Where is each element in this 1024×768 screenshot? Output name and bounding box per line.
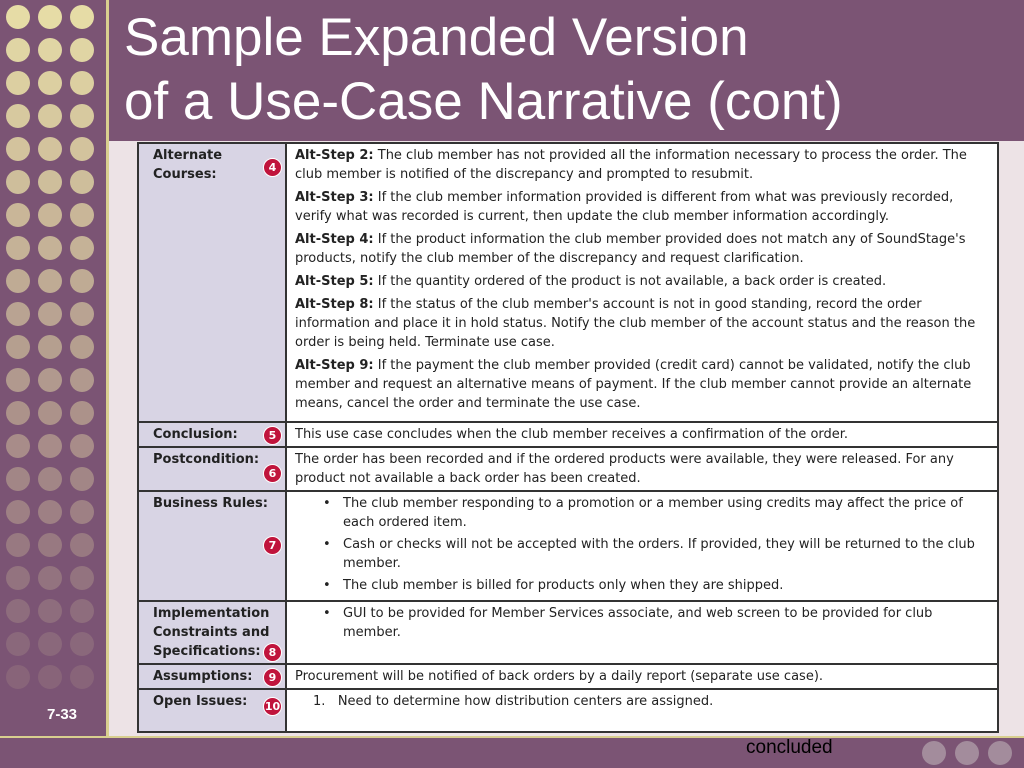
open-issues-value: [286, 689, 998, 732]
slide-title: [124, 6, 843, 134]
decorative-dot: [70, 170, 94, 194]
decorative-dot: [70, 302, 94, 326]
implementation-label: [138, 601, 286, 664]
alt-step: [295, 272, 991, 291]
callout-badge-7: 7: [263, 536, 282, 555]
decorative-dot: [6, 434, 30, 458]
assumptions-label-text: Assumptions:: [153, 669, 253, 684]
alt-step-text: If the payment the club member provided (credit card) cannot be validated, notify the club member and request an alternative means of payment. If the club member cannot provide an alternate means, cancel the order and terminate the use case.: [295, 358, 972, 411]
decorative-dot: [70, 203, 94, 227]
table-row-postcondition: [138, 447, 998, 491]
alt-step: [295, 146, 991, 184]
implementation-label-line3: Specifications:: [153, 644, 261, 659]
decorative-dot: [6, 104, 30, 128]
alt-step-text: The club member has not provided all the information necessary to process the order. The club member is notified of the discrepancy and prompted to resubmit.: [295, 148, 967, 182]
use-case-narrative-table: [137, 142, 999, 733]
decorative-dot: [70, 236, 94, 260]
decorative-dot: [6, 236, 30, 260]
open-issue-text: Need to determine how distribution centers are assigned.: [337, 694, 714, 709]
decorative-dot: [6, 500, 30, 524]
decorative-dot: [38, 5, 62, 29]
conclusion-value: This use case concludes when the club member receives a confirmation of the order.: [286, 422, 998, 447]
decorative-dot: [38, 104, 62, 128]
open-issue-item: [295, 692, 991, 711]
alt-step-text: If the product information the club member provided does not match any of SoundStage's products, notify the club member of the discrepancy and request clarification.: [295, 232, 966, 266]
alt-step: [295, 356, 991, 413]
decorative-dot: [6, 137, 30, 161]
decorative-dot: [70, 38, 94, 62]
decorative-dot: [38, 599, 62, 623]
decorative-dot: [6, 170, 30, 194]
decorative-dot: [6, 401, 30, 425]
alternate-courses-label: [138, 143, 286, 422]
alt-step-text: If the quantity ordered of the product is not available, a back order is created.: [377, 274, 887, 289]
decorative-dot: [38, 566, 62, 590]
decorative-dot: [6, 368, 30, 392]
table-row-assumptions: [138, 664, 998, 689]
bottom-decorative-dot: [955, 741, 979, 765]
callout-badge-5: 5: [263, 426, 282, 445]
decorative-dot: [6, 335, 30, 359]
decorative-dot: [70, 632, 94, 656]
bottom-band: [0, 738, 1024, 768]
business-rules-value: [286, 491, 998, 601]
decorative-dot: [38, 533, 62, 557]
decorative-dot: [38, 269, 62, 293]
decorative-dot: [6, 5, 30, 29]
concluded-note: concluded: [746, 737, 833, 758]
business-rules-list: [295, 494, 991, 595]
table-row-business-rules: [138, 491, 998, 601]
assumptions-value: Procurement will be notified of back orders by a daily report (separate use case).: [286, 664, 998, 689]
decorative-dot: [70, 269, 94, 293]
list-item: • Cash or checks will not be accepted with the orders. If provided, they will be returned to the club member.: [323, 535, 991, 573]
postcondition-label: [138, 447, 286, 491]
postcondition-value: The order has been recorded and if the ordered products were available, they were released. For any product not available a back order has been created.: [286, 447, 998, 491]
decorative-dot: [70, 104, 94, 128]
open-issue-number: 1.: [313, 694, 326, 709]
decorative-dot: [70, 71, 94, 95]
alternate-courses-value: [286, 143, 998, 422]
conclusion-label-text: Conclusion:: [153, 427, 238, 442]
list-item: • The club member responding to a promotion or a member using credits may affect the price of each ordered item.: [323, 494, 991, 532]
callout-badge-4: 4: [263, 158, 282, 177]
decorative-dot: [6, 665, 30, 689]
decorative-dot: [38, 467, 62, 491]
decorative-dot: [6, 203, 30, 227]
implementation-label-line2: Constraints and: [153, 625, 270, 640]
decorative-dot: [70, 599, 94, 623]
decorative-dot: [70, 137, 94, 161]
decorative-dot: [38, 71, 62, 95]
decorative-dot: [38, 170, 62, 194]
decorative-dot: [38, 401, 62, 425]
decorative-dot: [70, 566, 94, 590]
bottom-decorative-dot: [922, 741, 946, 765]
alt-step-label: Alt-Step 5:: [295, 274, 374, 289]
business-rules-label: [138, 491, 286, 601]
decorative-dot: [6, 269, 30, 293]
decorative-dot: [70, 500, 94, 524]
decorative-dot: [38, 665, 62, 689]
alt-step: [295, 230, 991, 268]
decorative-dot: [70, 401, 94, 425]
alt-step-label: Alt-Step 4:: [295, 232, 374, 247]
decorative-dot: [6, 38, 30, 62]
postcondition-label-text: Postcondition:: [153, 452, 260, 467]
decorative-dot: [38, 137, 62, 161]
implementation-label-line1: Implementation: [153, 606, 270, 621]
callout-badge-8: 8: [263, 643, 282, 662]
callout-badge-6: 6: [263, 464, 282, 483]
open-issues-label-text: Open Issues:: [153, 694, 248, 709]
decorative-dot: [38, 203, 62, 227]
decorative-dot: [38, 500, 62, 524]
decorative-dot: [6, 71, 30, 95]
open-issues-label: [138, 689, 286, 732]
alternate-courses-label-line2: Courses:: [153, 167, 217, 182]
alt-step-label: Alt-Step 9:: [295, 358, 374, 373]
assumptions-label: [138, 664, 286, 689]
decorative-dot: [70, 665, 94, 689]
decorative-dot: [70, 467, 94, 491]
alt-step-label: Alt-Step 8:: [295, 297, 374, 312]
decorative-dot: [6, 632, 30, 656]
decorative-dot: [70, 368, 94, 392]
implementation-list: [295, 604, 991, 642]
list-item: • GUI to be provided for Member Services associate, and web screen to be provided for club member.: [323, 604, 991, 642]
alt-step-label: Alt-Step 2:: [295, 148, 374, 163]
alternate-courses-label-line1: Alternate: [153, 148, 223, 163]
slide-title-line1: Sample Expanded Version: [124, 8, 749, 67]
left-decorative-bar: [0, 0, 106, 740]
decorative-dot: [6, 467, 30, 491]
decorative-dot: [38, 236, 62, 260]
business-rules-label-text: Business Rules:: [153, 496, 268, 511]
callout-badge-10: 10: [263, 697, 282, 716]
table-row-implementation: [138, 601, 998, 664]
implementation-value: [286, 601, 998, 664]
decorative-dot: [38, 302, 62, 326]
alt-step: [295, 295, 991, 352]
alt-step-text: If the club member information provided is different from what was previously recorded, verify what was recorded is current, then update the club member information accordingly.: [295, 190, 954, 224]
list-item: • The club member is billed for products only when they are shipped.: [323, 576, 991, 595]
decorative-dot-grid: [0, 0, 106, 740]
decorative-dot: [6, 302, 30, 326]
alt-step-label: Alt-Step 3:: [295, 190, 374, 205]
conclusion-label: [138, 422, 286, 447]
decorative-dot: [6, 566, 30, 590]
table-row-open-issues: [138, 689, 998, 732]
decorative-dot: [38, 632, 62, 656]
decorative-dot: [70, 533, 94, 557]
slide-title-line2: of a Use-Case Narrative (cont): [124, 72, 843, 131]
decorative-dot: [70, 434, 94, 458]
callout-badge-9: 9: [263, 668, 282, 687]
decorative-dot: [38, 434, 62, 458]
alt-step: [295, 188, 991, 226]
decorative-dot: [70, 335, 94, 359]
page-number: 7-33: [47, 706, 78, 723]
bottom-gold-line: [0, 736, 1024, 738]
table-row-alternate-courses: [138, 143, 998, 422]
decorative-dot: [6, 599, 30, 623]
table-row-conclusion: [138, 422, 998, 447]
decorative-dot: [70, 5, 94, 29]
decorative-dot: [38, 38, 62, 62]
bottom-decorative-dot: [988, 741, 1012, 765]
decorative-dot: [38, 335, 62, 359]
decorative-dot: [6, 533, 30, 557]
decorative-dot: [38, 368, 62, 392]
alt-step-text: If the status of the club member's account is not in good standing, record the order information and place it in hold status. Notify the club member of the account status and the reason the order is being held. Terminate use case.: [295, 297, 976, 350]
